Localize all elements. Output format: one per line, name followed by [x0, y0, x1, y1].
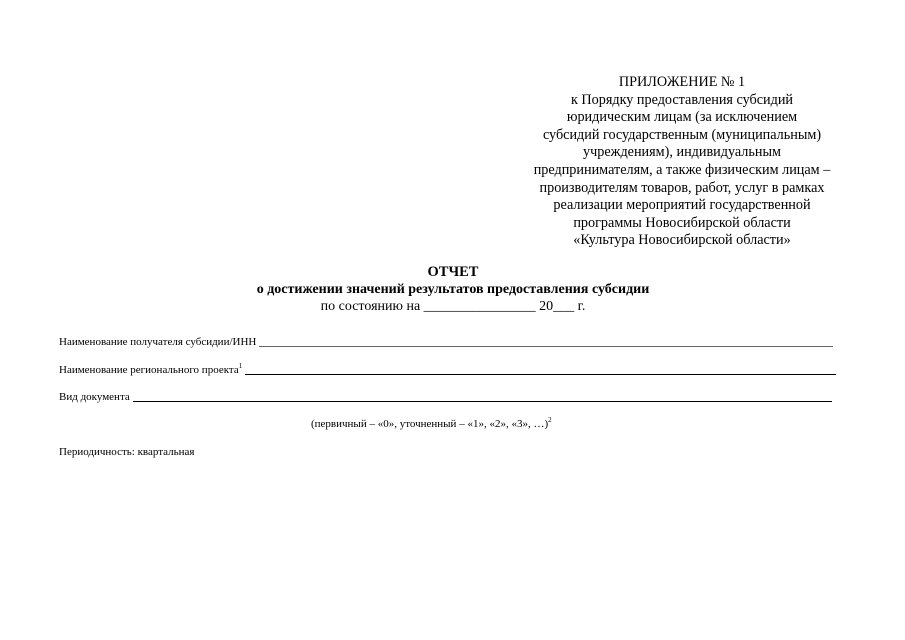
- annex-line: учреждениям), индивидуальным: [583, 144, 781, 161]
- annex-line: предпринимателям, а также физическим лицам –: [533, 161, 831, 178]
- recipient-input-line[interactable]: [259, 336, 833, 347]
- annex-line: программы Новосибирской области: [573, 214, 791, 231]
- annex-line: производителям товаров, работ, услуг в рамках: [539, 179, 825, 196]
- report-title-block: [200, 264, 706, 315]
- project-label: Наименование регионального проекта: [59, 364, 239, 376]
- project-field-row: [59, 361, 836, 377]
- annex-line: ПРИЛОЖЕНИЕ № 1: [618, 74, 746, 90]
- project-label-wrap: [59, 364, 242, 377]
- annex-line: «Культура Новосибирской области»: [573, 232, 791, 249]
- doc-type-hint-text: (первичный – «0», уточненный – «1», «2», «3», …): [311, 418, 549, 430]
- annex-line: к Порядку предоставления субсидий: [570, 91, 794, 108]
- doc-type-label: Вид документа: [59, 391, 130, 403]
- annex-header: [505, 74, 859, 250]
- report-subtitle: о достижении значений результатов предоставления субсидии: [256, 282, 650, 297]
- doc-type-field-row: [59, 388, 832, 404]
- project-input-line[interactable]: [245, 364, 836, 375]
- annex-line: юридическим лицам (за исключением: [566, 109, 798, 126]
- recipient-label: Наименование получателя субсидии/ИНН: [59, 336, 257, 348]
- periodicity: Периодичность: квартальная: [59, 446, 195, 458]
- doc-type-input-line[interactable]: [133, 391, 832, 402]
- doc-type-hint-footnote-mark: 2: [548, 416, 552, 424]
- annex-line: субсидий государственным (муниципальным): [542, 126, 822, 143]
- report-title: ОТЧЕТ: [427, 264, 479, 280]
- report-as-of-date: по состоянию на ________________ 20___ г.: [320, 299, 586, 314]
- doc-type-hint: [311, 418, 552, 431]
- annex-line: реализации мероприятий государственной: [553, 197, 811, 214]
- project-footnote-mark: 1: [238, 362, 243, 370]
- recipient-field-row: [59, 333, 833, 349]
